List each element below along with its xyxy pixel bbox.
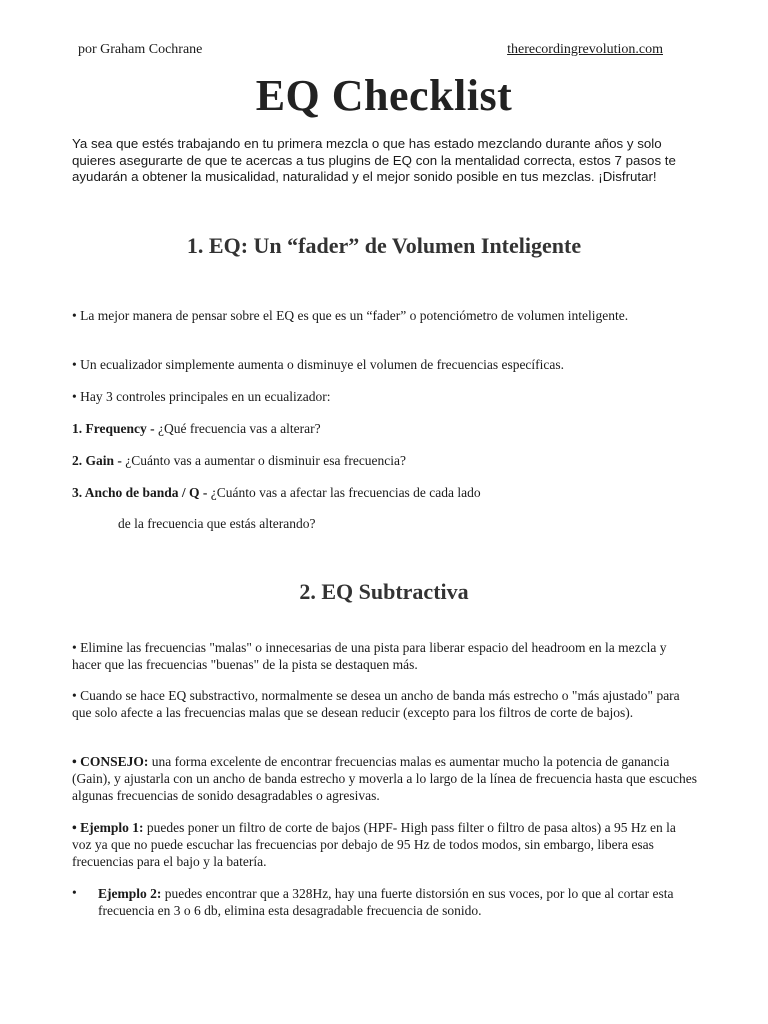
section-2-paragraph-1: • Elimine las frecuencias "malas" o innecesarias de una pista para liberar espacio del headroom en la mezcla y hacer que las frecuencias "buenas" de la pista se destaquen más. <box>72 640 667 672</box>
control-item-gain <box>72 452 697 469</box>
control-item-bandwidth <box>72 484 697 501</box>
section-2-heading: 2. EQ Subtractiva <box>299 579 469 604</box>
control-item-frequency <box>72 420 697 437</box>
author-line: por Graham Cochrane <box>78 42 203 57</box>
example-2-bullet: • <box>72 885 77 900</box>
control-item-bandwidth-continued: de la frecuencia que estás alterando? <box>118 516 316 531</box>
section-1-paragraph-3: • Hay 3 controles principales en un ecualizador: <box>72 389 331 404</box>
control-item-label: 2. Gain - <box>72 453 122 468</box>
control-item-text: ¿Qué frecuencia vas a alterar? <box>154 421 321 436</box>
tip-paragraph <box>72 753 697 804</box>
example-2-paragraph <box>98 885 698 919</box>
control-item-text: ¿Cuánto vas a aumentar o disminuir esa frecuencia? <box>121 453 407 468</box>
tip-text: una forma excelente de encontrar frecuencias malas es aumentar mucho la potencia de ganancia (Gain), y ajustarla con un ancho de banda estrecho y moverla a lo largo de la línea de frecuencia hasta que escuches algunas frecuencias de sonido desagradables o agresivas. <box>72 754 697 803</box>
intro-paragraph: Ya sea que estés trabajando en tu primera mezcla o que has estado mezclando durante años y solo quieres asegurarte de que te acercas a tus plugins de EQ con la mentalidad correcta, estos 7 pasos te ayudarán a obtener la musicalidad, naturalidad y el mejor sonido posible en tus mezclas. ¡Disfrutar! <box>72 136 676 184</box>
control-item-label: 3. Ancho de banda / Q - <box>72 485 208 500</box>
example-1-paragraph <box>72 819 697 870</box>
example-2-text: puedes encontrar que a 328Hz, hay una fuerte distorsión en sus voces, por lo que al cortar esta frecuencia en 3 o 6 db, elimina esta desagradable frecuencia de sonido. <box>98 886 674 918</box>
section-1-paragraph-1: • La mejor manera de pensar sobre el EQ es que es un “fader” o potenciómetro de volumen inteligente. <box>72 308 629 323</box>
example-2-label: Ejemplo 2: <box>98 886 162 901</box>
section-1-heading: 1. EQ: Un “fader” de Volumen Inteligente <box>186 233 582 258</box>
control-item-label: 1. Frequency - <box>72 421 155 436</box>
section-1-paragraph-2: • Un ecualizador simplemente aumenta o disminuye el volumen de frecuencias específicas. <box>72 357 565 372</box>
example-1-text: puedes poner un filtro de corte de bajos (HPF- High pass filter o filtro de pasa altos) a 95 Hz en la voz ya que no puede escuchar las frecuencias por debajo de 95 Hz de todos modos, sin embargo, libera esas frecuencias para el bajo y la batería. <box>72 820 676 869</box>
website-link[interactable]: therecordingrevolution.com <box>507 42 663 57</box>
control-item-text: ¿Cuánto vas a afectar las frecuencias de cada lado <box>207 485 481 500</box>
tip-label: • CONSEJO: <box>72 754 149 769</box>
example-1-label: • Ejemplo 1: <box>72 820 144 835</box>
document-title: EQ Checklist <box>255 71 513 120</box>
page-header <box>78 42 663 62</box>
section-2-paragraph-2: • Cuando se hace EQ substractivo, normalmente se desea un ancho de banda más estrecho o "más ajustado" para que solo afecte a las frecuencias malas que se desean reducir (excepto para los filtros de corte de bajos). <box>72 688 680 720</box>
